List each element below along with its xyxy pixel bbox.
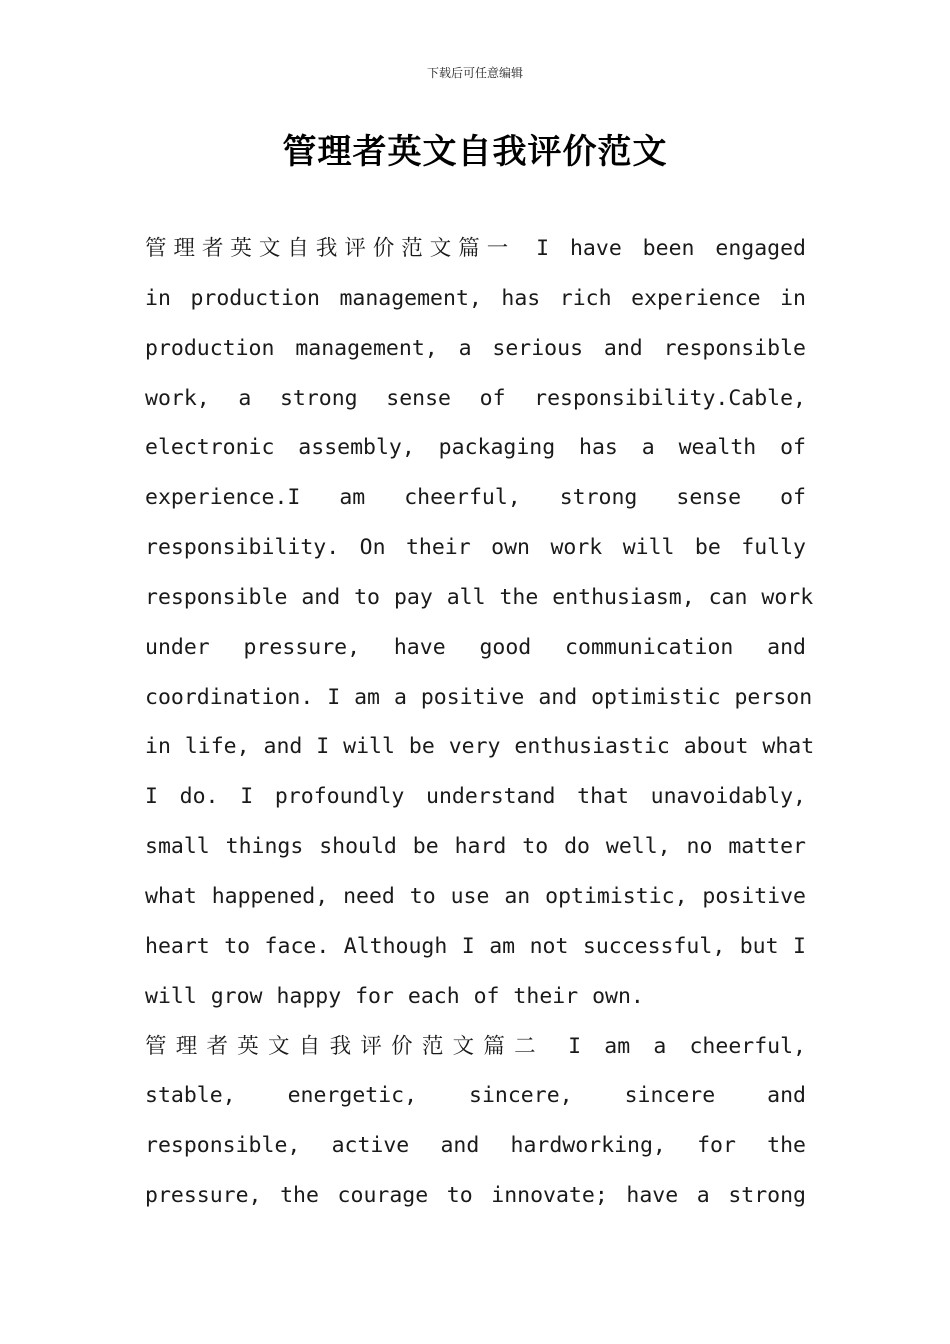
- text-line: stable, energetic, sincere, sincere and: [145, 1083, 806, 1109]
- text-line: what happened, need to use an optimistic, positive: [145, 883, 806, 909]
- text-line: in life, and I will be very enthusiastic about what: [145, 734, 815, 760]
- text-line: electronic assembly, packaging has a wealth of: [145, 435, 806, 461]
- text-line: pressure, the courage to innovate; have a strong: [145, 1183, 806, 1209]
- text-line: I do. I profoundly understand that unavoidably,: [145, 784, 806, 810]
- text-line: will grow happy for each of their own.: [145, 983, 644, 1009]
- body-text: [145, 224, 815, 1221]
- page-title: 管理者英文自我评价范文: [282, 132, 668, 172]
- text-line: responsible, active and hardworking, for the: [145, 1133, 806, 1159]
- text-line: heart to face. Although I am not successful, but I: [145, 933, 806, 959]
- text-line: 管理者英文自我评价范文篇一 I have been engaged: [145, 236, 806, 261]
- text-line: responsibility. On their own work will be fully: [145, 535, 806, 561]
- text-line: 管理者英文自我评价范文篇二 I am a cheerful,: [145, 1033, 806, 1059]
- text-line: in production management, has rich experience in: [145, 285, 806, 311]
- text-line: small things should be hard to do well, no matter: [145, 834, 806, 860]
- text-line: work, a strong sense of responsibility.Cable,: [145, 385, 806, 411]
- text-line: coordination. I am a positive and optimistic person: [145, 684, 813, 710]
- text-line: under pressure, have good communication and: [145, 634, 806, 660]
- text-line: responsible and to pay all the enthusiasm, can work: [145, 584, 814, 610]
- text-line: experience.I am cheerful, strong sense of: [145, 485, 806, 511]
- header-note: 下载后可任意编辑: [426, 66, 523, 80]
- text-line: production management, a serious and responsible: [145, 335, 806, 361]
